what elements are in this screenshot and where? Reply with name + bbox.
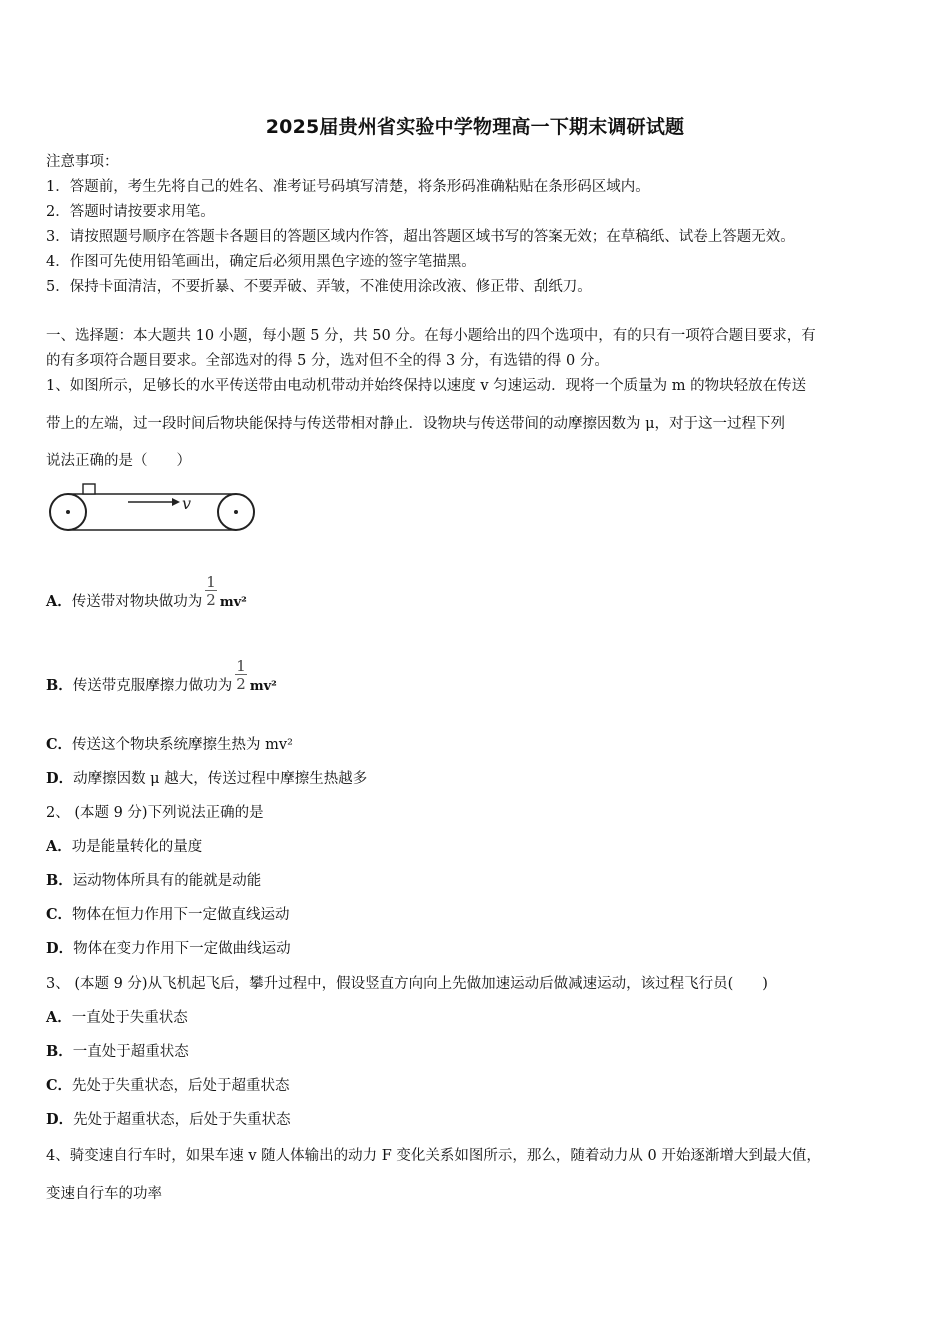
q3-option-a[interactable] [46,1008,188,1028]
option-letter: C． [46,736,73,753]
option-letter: A． [46,593,72,610]
q4-stem-line-2: 变速自行车的功率 [46,1186,162,1202]
left-pulley-axle [66,510,70,514]
notice-item-2: 2．答题时请按要求用笔。 [46,204,215,220]
option-letter: A． [46,1009,72,1026]
q1-option-c[interactable] [46,735,293,755]
section-instructions-line-1: 一、选择题：本大题共 10 小题，每小题 5 分，共 50 分。在每小题给出的四个选项中，有的只有一项符合题目要求，有 [46,328,816,344]
fraction-denominator: 2 [206,590,216,609]
fraction-half [205,572,217,609]
q1-option-a[interactable] [46,572,247,613]
q2-stem: 2、 (本题 9 分)下列说法正确的是 [46,805,264,821]
q1-option-d[interactable] [46,769,367,789]
q1-option-b[interactable] [46,656,277,697]
q1-stem-line-2: 带上的左端，过一段时间后物块能保持与传送带相对静止．设物块与传送带间的动摩擦因数为 μ，对于这一过程下列 [46,416,786,432]
fraction-denominator: 2 [236,674,246,693]
page-title: 2025届贵州省实验中学物理高一下期末调研试题 [265,116,685,138]
option-formula-tail: mv² [219,595,247,610]
option-text: 先处于超重状态，后处于失重状态 [73,1112,291,1128]
velocity-label: v [182,494,192,513]
option-letter: D． [46,940,74,957]
option-text: 传送这个物块系统摩擦生热为 mv² [72,737,293,753]
option-letter: B． [46,872,73,889]
option-text: 传送带对物块做功为 [71,594,203,610]
notice-item-3: 3．请按照题号顺序在答题卡各题目的答题区域内作答，超出答题区域书写的答案无效；在草稿纸、试卷上答题无效。 [46,229,795,245]
option-text: 动摩擦因数 μ 越大，传送过程中摩擦生热越多 [73,771,368,787]
option-letter: D． [46,770,74,787]
option-text: 传送带克服摩擦力做功为 [72,678,233,694]
option-formula-tail: mv² [249,679,277,694]
q3-option-b[interactable] [46,1042,189,1062]
q3-option-d[interactable] [46,1110,291,1130]
notice-item-5: 5．保持卡面清洁，不要折暴、不要弄破、弄皱，不准使用涂改液、修正带、刮纸刀。 [46,279,592,295]
option-text: 物体在恒力作用下一定做直线运动 [72,907,290,923]
option-letter: D． [46,1111,74,1128]
fraction-numerator: 1 [236,656,246,675]
fraction-numerator: 1 [206,572,216,591]
option-letter: C． [46,906,73,923]
right-pulley-axle [234,510,238,514]
q2-option-b[interactable] [46,871,261,891]
q2-option-c[interactable] [46,905,290,925]
notice-heading: 注意事项： [46,154,119,170]
section-instructions-line-2: 的有多项符合题目要求。全部选对的得 5 分，选对但不全的得 3 分，有选错的得 0 分。 [46,353,609,369]
option-text: 功是能量转化的量度 [71,839,203,855]
option-text: 运动物体所具有的能就是动能 [72,873,262,889]
option-letter: B． [46,677,73,694]
q1-stem-line-1: 1、如图所示，足够长的水平传送带由电动机带动并始终保持以速度 v 匀速运动．现将一个质量为 m 的物块轻放在传送 [46,378,807,394]
option-letter: B． [46,1043,73,1060]
option-text: 物体在变力作用下一定做曲线运动 [73,941,291,957]
notice-item-4: 4．作图可先使用铅笔画出，确定后必须用黑色字迹的签字笔描黑。 [46,254,476,270]
q2-option-d[interactable] [46,939,291,959]
arrow-head [172,498,180,506]
q3-option-c[interactable] [46,1076,290,1096]
option-text: 一直处于超重状态 [72,1044,189,1060]
option-text: 一直处于失重状态 [71,1010,188,1026]
q1-stem-line-3: 说法正确的是（ ） [46,453,191,469]
q2-option-a[interactable] [46,837,202,857]
block [83,484,95,494]
notice-item-1: 1．答题前，考生先将自己的姓名、准考证号码填写清楚，将条形码准确粘贴在条形码区域内。 [46,179,650,195]
q3-stem: 3、 (本题 9 分)从飞机起飞后，攀升过程中，假设竖直方向向上先做加速运动后做减速运动，该过程飞行员( ) [46,976,768,992]
fraction-half [235,656,247,693]
option-letter: C． [46,1077,73,1094]
conveyor-belt-figure [46,482,260,534]
option-letter: A． [46,838,72,855]
q4-stem-line-1: 4、骑变速自行车时，如果车速 v 随人体输出的动力 F 变化关系如图所示，那么，随着动力从 0 开始逐渐增大到最大值， [46,1148,821,1164]
option-text: 先处于失重状态，后处于超重状态 [72,1078,290,1094]
